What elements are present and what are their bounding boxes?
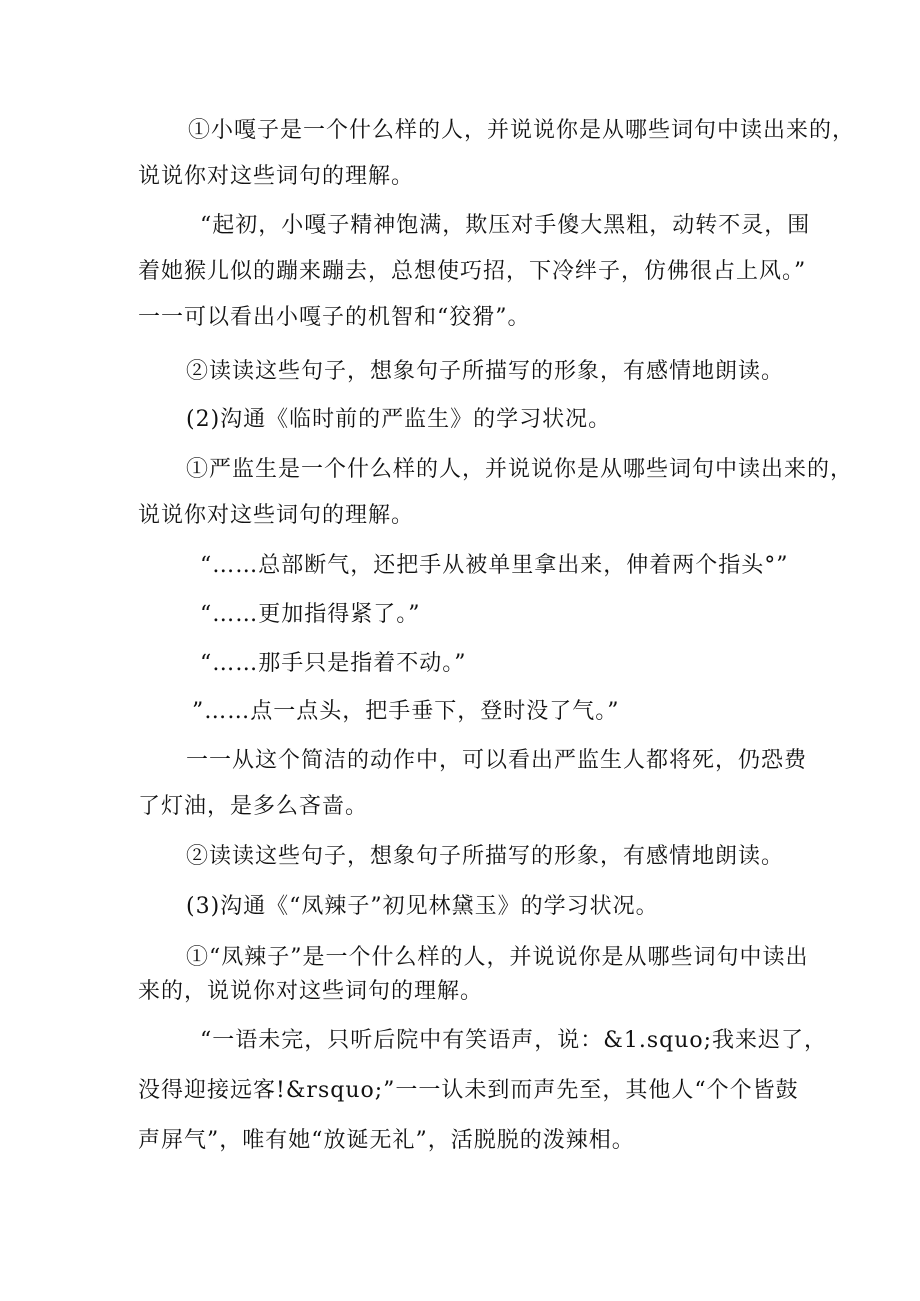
text-line: (3)沟通《“凤辣子”初见林黛玉》的学习状况。 <box>186 894 659 919</box>
text-line: 说说你对这些词句的理解。 <box>138 164 415 189</box>
text-line: “……更加指得紧了。” <box>200 602 421 627</box>
text-line: “起初，小嘎子精神饱满，欺压对手傻大黑粗，动转不灵，围 <box>200 213 811 238</box>
paragraph-quote-4 <box>138 689 790 735</box>
paragraph-quote-xiaogazi <box>138 203 811 341</box>
text-line: 着她猴儿似的蹦来蹦去，总想使巧招，下冷绊子，仿佛很占上风。” <box>138 259 807 284</box>
text-line: (2)沟通《临时前的严监生》的学习状况。 <box>186 407 612 432</box>
text-line: ②读读这些句子，想象句子所描写的形象，有感情地朗读。 <box>186 359 785 384</box>
paragraph-analysis-yanjiansheng <box>138 738 808 830</box>
text-line: ①小嘎子是一个什么样的人，并说说你是从哪些词句中读出来的， <box>188 118 856 143</box>
text-line: ①严监生是一个什么样的人，并说说你是从哪些词句中读出来的， <box>186 457 854 482</box>
paragraph-quote-2 <box>138 592 790 638</box>
paragraph-q1-yanjiansheng <box>138 447 854 539</box>
text-line: 没得迎接远客!&rsquo;”一一认未到而声先至，其他人“个个皆鼓 <box>138 1078 799 1103</box>
text-line: 声屏气”，唯有她“放诞无礼”，活脱脱的泼辣相。 <box>138 1128 635 1153</box>
paragraph-quote-3 <box>138 641 790 687</box>
paragraph-quote-1 <box>138 543 790 589</box>
paragraph-read-aloud-2 <box>138 834 790 880</box>
text-line: 说说你对这些词句的理解。 <box>138 503 415 528</box>
text-line: ①“凤辣子”是一个什么样的人，并说说你是从哪些词句中读出 <box>186 945 809 970</box>
paragraph-section-2-heading <box>138 397 790 443</box>
text-line: 一一从这个简洁的动作中，可以看出严监生人都将死，仍恐费 <box>186 748 808 773</box>
paragraph-section-3-heading <box>138 884 790 930</box>
text-line: “……那手只是指着不动。” <box>200 651 467 676</box>
text-line: “一语未完，只听后院中有笑语声，说：&1.squo;我来迟了， <box>200 1028 828 1053</box>
text-line: 一一可以看出小嘎子的机智和“狡猾”。 <box>138 305 531 330</box>
text-line: ”……点一点头，把手垂下，登时没了气。” <box>192 699 620 724</box>
text-line: “……总部断气，还把手从被单里拿出来，伸着两个指头°” <box>200 553 789 578</box>
paragraph-q1-fenglazi <box>138 941 809 1009</box>
paragraph-q1-xiaogazi <box>138 108 856 200</box>
text-line: ②读读这些句子，想象句子所描写的形象，有感情地朗读。 <box>186 844 785 869</box>
paragraph-read-aloud-1 <box>138 349 790 395</box>
paragraph-quote-fenglazi <box>138 1016 828 1166</box>
text-line: 了灯油，是多么吝啬。 <box>138 794 369 819</box>
text-line: 来的，说说你对这些词句的理解。 <box>138 979 484 1004</box>
